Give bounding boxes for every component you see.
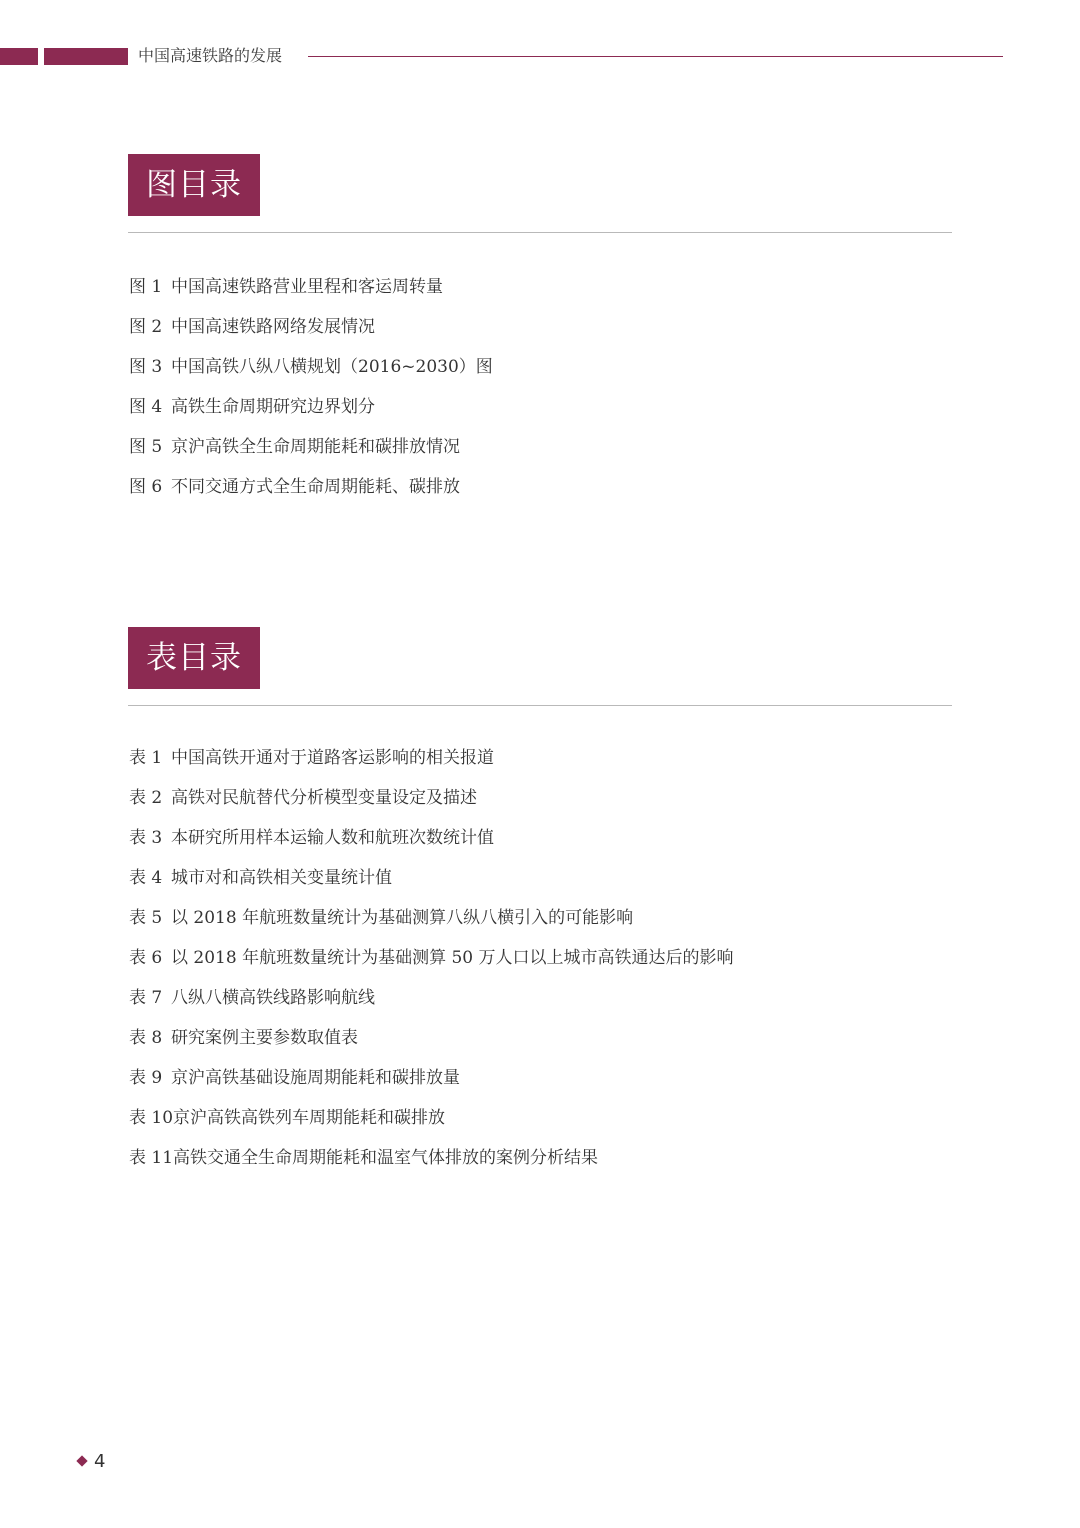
figure-entry-3[interactable] <box>129 355 493 395</box>
table-entry-label: 表 5 <box>129 908 163 928</box>
figure-entry-title: 中国高铁八纵八横规划（2016~2030）图 <box>171 357 493 377</box>
figure-entry-title: 不同交通方式全生命周期能耗、碳排放 <box>171 477 460 497</box>
table-entry-title: 以 2018 年航班数量统计为基础测算八纵八横引入的可能影响 <box>171 908 634 928</box>
table-entry-label: 表 6 <box>129 948 163 968</box>
figures-section-heading: 图目录 <box>128 154 260 216</box>
table-entry-2[interactable] <box>129 786 734 826</box>
figure-entry-title: 中国高速铁路营业里程和客运周转量 <box>171 277 443 297</box>
table-entry-4[interactable] <box>129 866 734 906</box>
figures-list <box>129 275 493 515</box>
table-entry-title: 以 2018 年航班数量统计为基础测算 50 万人口以上城市高铁通达后的影响 <box>171 948 734 968</box>
table-entry-6[interactable] <box>129 946 734 986</box>
figure-entry-label: 图 3 <box>129 357 163 377</box>
page-number: 4 <box>94 1451 106 1472</box>
figure-entry-2[interactable] <box>129 315 493 355</box>
table-entry-5[interactable] <box>129 906 734 946</box>
tables-section-divider <box>128 705 952 706</box>
table-entry-3[interactable] <box>129 826 734 866</box>
table-entry-title: 研究案例主要参数取值表 <box>171 1028 358 1048</box>
figure-entry-label: 图 2 <box>129 317 163 337</box>
figure-entry-4[interactable] <box>129 395 493 435</box>
header-accent-block <box>0 48 38 65</box>
table-entry-label: 表 7 <box>129 988 163 1008</box>
figure-entry-5[interactable] <box>129 435 493 475</box>
figure-entry-label: 图 5 <box>129 437 163 457</box>
table-entry-label: 表 10 <box>129 1108 174 1128</box>
figure-entry-title: 高铁生命周期研究边界划分 <box>171 397 375 417</box>
figure-entry-title: 中国高速铁路网络发展情况 <box>171 317 375 337</box>
table-entry-title: 城市对和高铁相关变量统计值 <box>171 868 392 888</box>
table-entry-title: 高铁对民航替代分析模型变量设定及描述 <box>171 788 477 808</box>
table-entry-label: 表 9 <box>129 1068 163 1088</box>
table-entry-7[interactable] <box>129 986 734 1026</box>
table-entry-9[interactable] <box>129 1066 734 1106</box>
figure-entry-1[interactable] <box>129 275 493 315</box>
table-entry-label: 表 3 <box>129 828 163 848</box>
table-entry-label: 表 2 <box>129 788 163 808</box>
figure-entry-label: 图 6 <box>129 477 163 497</box>
table-entry-title: 本研究所用样本运输人数和航班次数统计值 <box>171 828 494 848</box>
figure-entry-title: 京沪高铁全生命周期能耗和碳排放情况 <box>171 437 460 457</box>
tables-section-heading: 表目录 <box>128 627 260 689</box>
table-entry-8[interactable] <box>129 1026 734 1066</box>
figure-entry-label: 图 1 <box>129 277 163 297</box>
figures-section-divider <box>128 232 952 233</box>
header-divider <box>308 56 1003 57</box>
table-entry-11[interactable] <box>129 1146 734 1186</box>
tables-list <box>129 746 734 1186</box>
table-entry-title: 中国高铁开通对于道路客运影响的相关报道 <box>171 748 494 768</box>
page-footer <box>78 1451 105 1473</box>
table-entry-title: 京沪高铁高铁列车周期能耗和碳排放 <box>173 1108 446 1128</box>
table-entry-label: 表 4 <box>129 868 163 888</box>
header-accent-bar <box>44 48 128 65</box>
table-entry-1[interactable] <box>129 746 734 786</box>
diamond-icon <box>76 1455 87 1466</box>
table-entry-10[interactable] <box>129 1106 734 1146</box>
running-header-title: 中国高速铁路的发展 <box>138 46 283 65</box>
table-entry-title: 八纵八横高铁线路影响航线 <box>171 988 375 1008</box>
figure-entry-label: 图 4 <box>129 397 163 417</box>
table-entry-title: 京沪高铁基础设施周期能耗和碳排放量 <box>171 1068 460 1088</box>
table-entry-label: 表 11 <box>129 1148 174 1168</box>
table-entry-title: 高铁交通全生命周期能耗和温室气体排放的案例分析结果 <box>173 1148 599 1168</box>
table-entry-label: 表 1 <box>129 748 163 768</box>
figure-entry-6[interactable] <box>129 475 493 515</box>
table-entry-label: 表 8 <box>129 1028 163 1048</box>
